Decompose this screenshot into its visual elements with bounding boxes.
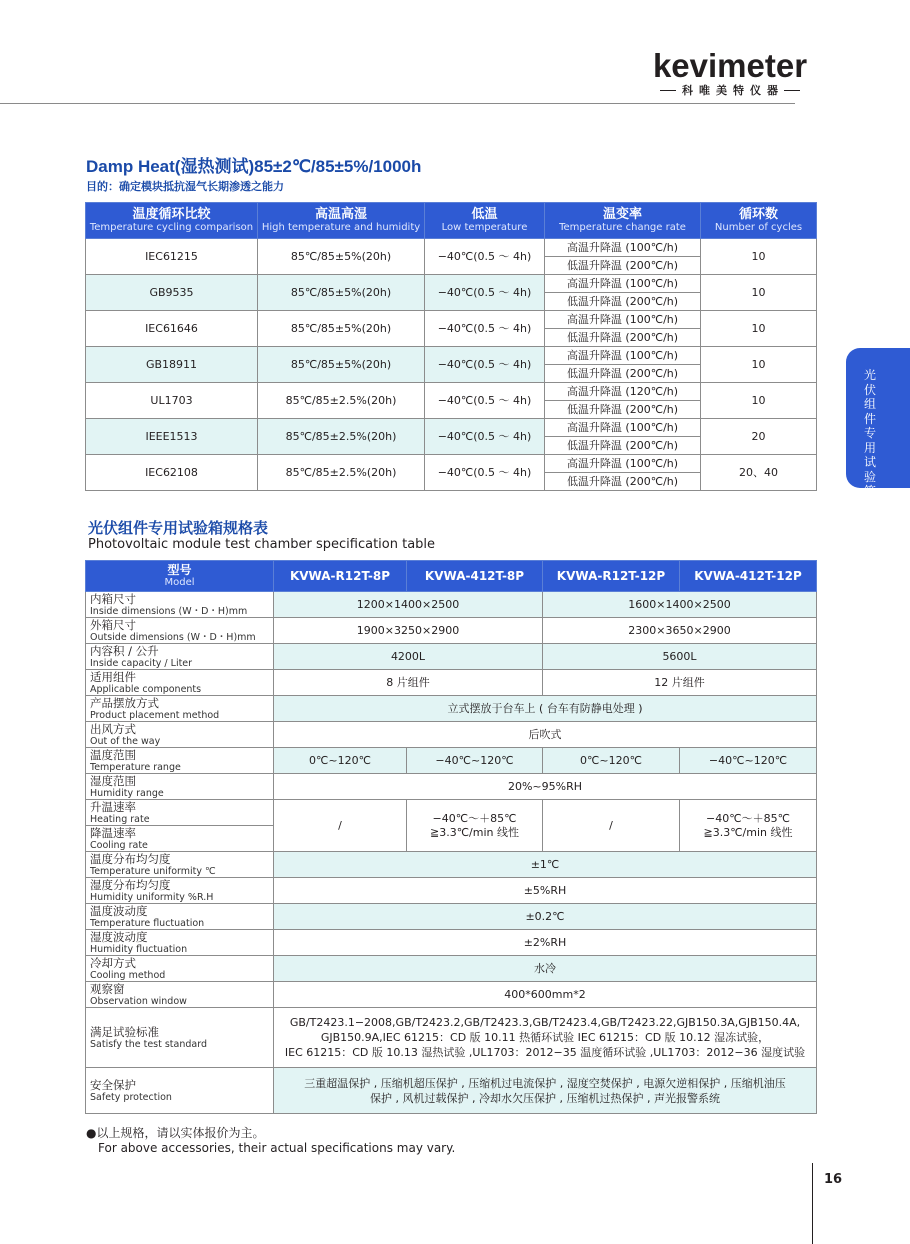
table-row <box>86 930 817 956</box>
model-name: KVWA-412T-8P <box>407 561 543 592</box>
row-label: 出风方式 Out of the way <box>86 722 274 748</box>
side-tab-label: 光伏组件专用试验箱 <box>863 368 876 498</box>
row-label: 安全保护 Safety protection <box>86 1068 274 1114</box>
row-label: 升温速率 Heating rate <box>86 800 274 826</box>
cycles-cell: 10 <box>701 275 817 311</box>
table-row <box>86 239 817 257</box>
cell-value: −40℃～＋85℃ ≧3.3℃/min 线性 <box>407 800 543 852</box>
cycles-cell: 10 <box>701 239 817 275</box>
high-temp-cell: 85℃/85±5%(20h) <box>258 311 425 347</box>
table-header-row <box>86 203 817 239</box>
damp-heat-table <box>85 202 817 491</box>
rate-cell: 高温升降温 (100℃/h) <box>545 311 701 329</box>
rate-cell: 低温升降温 (200℃/h) <box>545 293 701 311</box>
model-name: KVWA-R12T-8P <box>274 561 407 592</box>
header-divider <box>0 103 795 104</box>
cell-value: 8 片组件 <box>274 670 543 696</box>
cell-value: 0℃~120℃ <box>543 748 680 774</box>
cell-value: 2300×3650×2900 <box>543 618 817 644</box>
table-row <box>86 670 817 696</box>
cycles-cell: 20 <box>701 419 817 455</box>
rate-cell: 高温升降温 (100℃/h) <box>545 239 701 257</box>
row-label: 湿度范围 Humidity range <box>86 774 274 800</box>
low-temp-cell: −40℃(0.5 ～ 4h) <box>425 275 545 311</box>
low-temp-cell: −40℃(0.5 ～ 4h) <box>425 239 545 275</box>
rate-cell: 低温升降温 (200℃/h) <box>545 329 701 347</box>
low-temp-cell: −40℃(0.5 ～ 4h) <box>425 347 545 383</box>
low-temp-cell: −40℃(0.5 ～ 4h) <box>425 311 545 347</box>
page-number: 16 <box>824 1172 843 1187</box>
table-row <box>86 904 817 930</box>
model-header: 型号 Model <box>86 561 274 592</box>
table-row <box>86 592 817 618</box>
table-row <box>86 774 817 800</box>
table-row <box>86 1008 817 1068</box>
cell-value: ±0.2℃ <box>274 904 817 930</box>
cell-value: / <box>543 800 680 852</box>
table-row <box>86 878 817 904</box>
table-row <box>86 419 817 437</box>
section1-title: Damp Heat(湿热测试)85±2℃/85±5%/1000h <box>86 157 422 176</box>
std-cell: GB9535 <box>86 275 258 311</box>
rate-cell: 低温升降温 (200℃/h) <box>545 365 701 383</box>
page-number-divider <box>812 1163 813 1244</box>
section2-subtitle: Photovoltaic module test chamber specification table <box>88 537 436 552</box>
row-label: 温度范围 Temperature range <box>86 748 274 774</box>
high-temp-cell: 85℃/85±5%(20h) <box>258 347 425 383</box>
table-row <box>86 275 817 293</box>
rate-cell: 高温升降温 (100℃/h) <box>545 455 701 473</box>
rate-cell: 低温升降温 (200℃/h) <box>545 473 701 491</box>
table-row <box>86 311 817 329</box>
std-cell: IEC61646 <box>86 311 258 347</box>
row-label: 湿度分布均匀度 Humidity uniformity %R.H <box>86 878 274 904</box>
high-temp-cell: 85℃/85±2.5%(20h) <box>258 383 425 419</box>
rate-cell: 低温升降温 (200℃/h) <box>545 437 701 455</box>
cycles-cell: 10 <box>701 347 817 383</box>
cell-value: 1600×1400×2500 <box>543 592 817 618</box>
row-label: 温度分布均匀度 Temperature uniformity ℃ <box>86 852 274 878</box>
low-temp-cell: −40℃(0.5 ～ 4h) <box>425 455 545 491</box>
high-temp-cell: 85℃/85±5%(20h) <box>258 239 425 275</box>
model-name: KVWA-R12T-12P <box>543 561 680 592</box>
note-cn: ●以上规格，请以实体报价为主。 <box>86 1126 265 1140</box>
rate-cell: 高温升降温 (120℃/h) <box>545 383 701 401</box>
section1-subtitle: 目的：确定模块抵抗湿气长期渗透之能力 <box>86 180 284 193</box>
table-row <box>86 852 817 878</box>
cell-value: 水冷 <box>274 956 817 982</box>
std-cell: GB18911 <box>86 347 258 383</box>
footnote <box>86 1126 455 1156</box>
high-temp-cell: 85℃/85±2.5%(20h) <box>258 455 425 491</box>
row-label: 降温速率 Cooling rate <box>86 826 274 852</box>
row-label: 适用组件 Applicable components <box>86 670 274 696</box>
row-label: 冷却方式 Cooling method <box>86 956 274 982</box>
std-cell: IEC61215 <box>86 239 258 275</box>
rate-cell: 低温升降温 (200℃/h) <box>545 401 701 419</box>
row-label: 观察窗 Observation window <box>86 982 274 1008</box>
cell-value: / <box>274 800 407 852</box>
table-row <box>86 748 817 774</box>
side-tab[interactable] <box>846 348 910 498</box>
table-row <box>86 1068 817 1114</box>
cell-value: 20%~95%RH <box>274 774 817 800</box>
row-label: 温度波动度 Temperature fluctuation <box>86 904 274 930</box>
table-row <box>86 455 817 473</box>
std-cell: IEC62108 <box>86 455 258 491</box>
rate-cell: 高温升降温 (100℃/h) <box>545 275 701 293</box>
cell-value: GB/T2423.1−2008,GB/T2423.2,GB/T2423.3,GB/T2423.4,GB/T2423.22,GJB150.3A,GJB150.4A, GJB150.9A,IEC 61215：CD 版 10.11 热循环试验 IEC 61215：CD 版 10.12 湿冻试验， IEC 61215：CD 版 10.13 湿热试验 ,UL1703：2012−35 温度循环试验 ,UL1703：2012−36 湿度试验 <box>274 1008 817 1068</box>
spec-table <box>85 560 817 1114</box>
col-header: 低温 Low temperature <box>425 203 545 239</box>
rate-cell: 低温升降温 (200℃/h) <box>545 257 701 275</box>
table-row <box>86 644 817 670</box>
std-cell: UL1703 <box>86 383 258 419</box>
cell-value: −40℃~120℃ <box>407 748 543 774</box>
low-temp-cell: −40℃(0.5 ～ 4h) <box>425 419 545 455</box>
high-temp-cell: 85℃/85±2.5%(20h) <box>258 419 425 455</box>
row-label: 满足试验标准 Satisfy the test standard <box>86 1008 274 1068</box>
low-temp-cell: −40℃(0.5 ～ 4h) <box>425 383 545 419</box>
cell-value: 12 片组件 <box>543 670 817 696</box>
table-row <box>86 722 817 748</box>
cell-value: 1200×1400×2500 <box>274 592 543 618</box>
row-label: 内容积 / 公升 Inside capacity / Liter <box>86 644 274 670</box>
table-row <box>86 618 817 644</box>
cell-value: −40℃～＋85℃ ≧3.3℃/min 线性 <box>680 800 817 852</box>
col-header: 温变率 Temperature change rate <box>545 203 701 239</box>
cell-value: ±1℃ <box>274 852 817 878</box>
cycles-cell: 10 <box>701 383 817 419</box>
cell-value: 立式摆放于台车上 ( 台车有防静电处理 ) <box>274 696 817 722</box>
row-label: 内箱尺寸 Inside dimensions (W・D・H)mm <box>86 592 274 618</box>
row-label: 湿度波动度 Humidity fluctuation <box>86 930 274 956</box>
high-temp-cell: 85℃/85±5%(20h) <box>258 275 425 311</box>
col-header: 循环数 Number of cycles <box>701 203 817 239</box>
note-en: For above accessories, their actual specifications may vary. <box>98 1141 456 1155</box>
cycles-cell: 20、40 <box>701 455 817 491</box>
cell-value: ±2%RH <box>274 930 817 956</box>
std-cell: IEEE1513 <box>86 419 258 455</box>
cell-value: 0℃~120℃ <box>274 748 407 774</box>
cell-value: 后吹式 <box>274 722 817 748</box>
model-name: KVWA-412T-12P <box>680 561 817 592</box>
table-row <box>86 800 817 826</box>
logo-subtitle: 科唯美特仪器 <box>640 82 820 98</box>
col-header: 高温高湿 High temperature and humidity <box>258 203 425 239</box>
rate-cell: 高温升降温 (100℃/h) <box>545 347 701 365</box>
cell-value: 三重超温保护 , 压缩机超压保护 , 压缩机过电流保护 , 湿度空焚保护 , 电源欠逆相保护 , 压缩机油压 保护 , 风机过载保护 , 冷却水欠压保护 , 压缩机过热保护 , 声光报警系统 <box>274 1068 817 1114</box>
section2-title: 光伏组件专用试验箱规格表 <box>88 519 269 537</box>
table-row <box>86 982 817 1008</box>
col-header: 温度循环比较 Temperature cycling comparison <box>86 203 258 239</box>
logo-wordmark: kevimeter <box>652 47 808 84</box>
table-row <box>86 347 817 365</box>
table-row <box>86 696 817 722</box>
table-row <box>86 383 817 401</box>
cell-value: 4200L <box>274 644 543 670</box>
table-header-row <box>86 561 817 592</box>
cycles-cell: 10 <box>701 311 817 347</box>
cell-value: 400*600mm*2 <box>274 982 817 1008</box>
cell-value: −40℃~120℃ <box>680 748 817 774</box>
brand-logo <box>640 48 820 98</box>
row-label: 外箱尺寸 Outside dimensions (W・D・H)mm <box>86 618 274 644</box>
cell-value: ±5%RH <box>274 878 817 904</box>
table-row <box>86 956 817 982</box>
rate-cell: 高温升降温 (100℃/h) <box>545 419 701 437</box>
cell-value: 1900×3250×2900 <box>274 618 543 644</box>
cell-value: 5600L <box>543 644 817 670</box>
row-label: 产品摆放方式 Product placement method <box>86 696 274 722</box>
